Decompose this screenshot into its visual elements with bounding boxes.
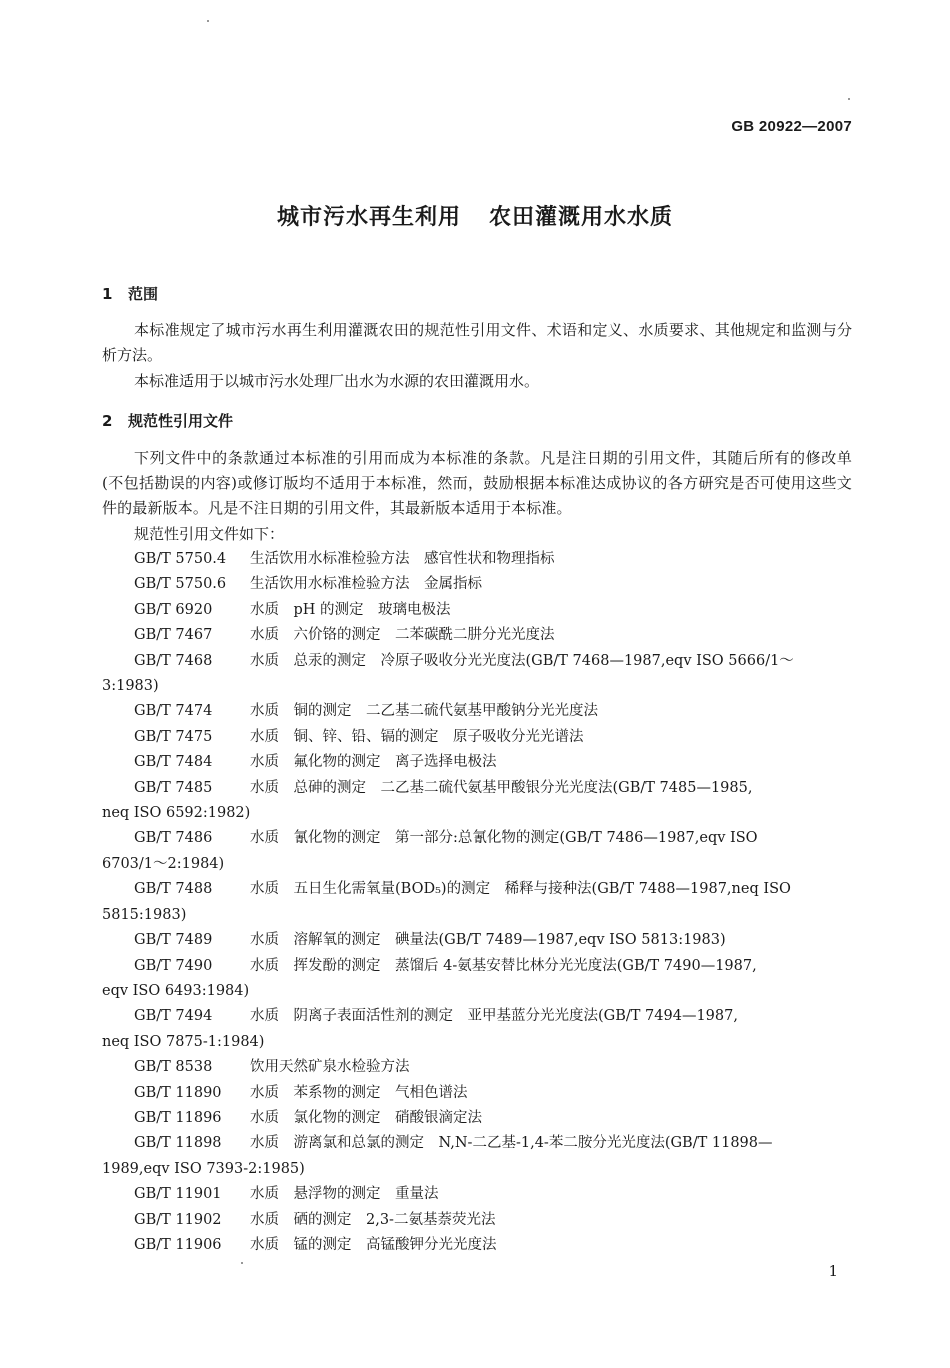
section-2-intro: 下列文件中的条款通过本标准的引用而成为本标准的条款。凡是注日期的引用文件，其随后所有的修改单(不包括勘误的内容)或修订版均不适用于本标准，然而，鼓励根据本标准达成协议的各方研究是否可使用这些文件的最新版本。凡是不注日期的引用文件，其最新版本适用于本标准。 [102, 449, 852, 517]
reference-list [102, 547, 852, 1258]
reference-code: GB/T 5750.6 [134, 576, 227, 593]
reference-line [102, 877, 852, 902]
reference-code: GB/T 7475 [134, 728, 213, 745]
reference-continuation: 5815:1983) [102, 906, 187, 923]
reference-list-intro: 规范性引用文件如下： [134, 525, 285, 543]
reference-title: 水质 溶解氧的测定 碘量法(GB/T 7489—1987,eqv ISO 5813:1983) [250, 932, 726, 949]
reference-title: 水质 铜、锌、铅、镉的测定 原子吸收分光光谱法 [250, 728, 584, 745]
reference-line [102, 954, 852, 979]
reference-code: GB/T 7494 [134, 1008, 213, 1025]
reference-continuation: neq ISO 7875-1:1984) [102, 1033, 265, 1050]
reference-item [102, 826, 852, 877]
section-1-paragraph-2: 本标准适用于以城市污水处理厂出水为水源的农田灌溉用水。 [134, 372, 540, 390]
scan-speck [848, 98, 850, 100]
reference-line [102, 725, 852, 750]
reference-item [102, 750, 852, 775]
reference-code: GB/T 7488 [134, 881, 213, 898]
reference-item [102, 1233, 852, 1258]
reference-line [102, 1004, 852, 1029]
reference-continuation: 1989,eqv ISO 7393-2:1985) [102, 1160, 305, 1177]
reference-line [102, 1233, 852, 1258]
reference-line [102, 1055, 852, 1080]
section-2-number: 2 [102, 412, 113, 430]
reference-title: 水质 锰的测定 高锰酸钾分光光度法 [250, 1236, 497, 1253]
reference-continuation: neq ISO 6592:1982) [102, 805, 251, 822]
reference-item [102, 623, 852, 648]
reference-item [102, 1182, 852, 1207]
reference-item [102, 547, 852, 572]
reference-line [102, 1208, 852, 1233]
reference-code: GB/T 11902 [134, 1211, 222, 1228]
reference-item [102, 598, 852, 623]
reference-title: 水质 氯化物的测定 硝酸银滴定法 [250, 1109, 482, 1126]
section-1-heading [102, 283, 158, 304]
reference-line [102, 1081, 852, 1106]
reference-title: 水质 硒的测定 2,3-二氨基萘荧光法 [250, 1211, 496, 1228]
reference-title: 生活饮用水标准检验方法 金属指标 [250, 576, 482, 593]
reference-code: GB/T 7467 [134, 627, 213, 644]
reference-title: 水质 总砷的测定 二乙基二硫代氨基甲酸银分光光度法(GB/T 7485—1985, [250, 779, 753, 796]
reference-code: GB/T 7490 [134, 957, 213, 974]
title-part-2: 农田灌溉用水水质 [489, 205, 674, 230]
reference-title: 水质 pH 的测定 玻璃电极法 [250, 601, 451, 618]
reference-title: 水质 阴离子表面活性剂的测定 亚甲基蓝分光光度法(GB/T 7494—1987, [250, 1008, 738, 1025]
reference-code: GB/T 11896 [134, 1109, 222, 1126]
reference-code: GB/T 7474 [134, 703, 213, 720]
reference-item [102, 1004, 852, 1055]
reference-code: GB/T 11906 [134, 1236, 222, 1253]
reference-line [102, 598, 852, 623]
reference-item [102, 725, 852, 750]
section-1-number: 1 [102, 285, 113, 303]
reference-title: 水质 六价铬的测定 二苯碳酰二肼分光光度法 [250, 627, 555, 644]
section-1-paragraph-1: 本标准规定了城市污水再生利用灌溉农田的规范性引用文件、术语和定义、水质要求、其他规定和监测与分析方法。 [102, 321, 852, 364]
reference-code: GB/T 5750.4 [134, 551, 227, 567]
reference-title: 水质 铜的测定 二乙基二硫代氨基甲酸钠分光光度法 [250, 703, 598, 720]
reference-code: GB/T 8538 [134, 1059, 213, 1076]
reference-code: GB/T 7489 [134, 932, 213, 949]
reference-code: GB/T 7468 [134, 652, 213, 669]
reference-line [102, 649, 852, 674]
reference-title: 饮用天然矿泉水检验方法 [250, 1059, 410, 1076]
reference-title: 水质 五日生化需氧量(BOD₅)的测定 稀释与接种法(GB/T 7488—1987,neq ISO [250, 881, 791, 898]
reference-line [102, 1182, 852, 1207]
reference-code: GB/T 7486 [134, 830, 213, 847]
reference-item [102, 776, 852, 827]
reference-item [102, 1131, 852, 1182]
reference-title: 水质 挥发酚的测定 蒸馏后 4-氨基安替比林分光光度法(GB/T 7490—1987, [250, 957, 757, 974]
reference-item [102, 649, 852, 700]
reference-code: GB/T 11901 [134, 1186, 222, 1203]
reference-line [102, 623, 852, 648]
reference-line [102, 572, 852, 597]
reference-line [102, 750, 852, 775]
reference-code: GB/T 7485 [134, 779, 213, 796]
section-1-title: 范围 [128, 285, 159, 303]
standard-code: GB 20922—2007 [731, 118, 852, 135]
reference-title: 水质 苯系物的测定 气相色谱法 [250, 1084, 468, 1101]
reference-title: 水质 氟化物的测定 离子选择电极法 [250, 754, 497, 771]
reference-item [102, 928, 852, 953]
page-number: 1 [828, 1262, 838, 1280]
reference-line [102, 699, 852, 724]
reference-code: GB/T 7484 [134, 754, 213, 771]
reference-line [102, 826, 852, 851]
reference-continuation: eqv ISO 6493:1984) [102, 982, 250, 999]
reference-title: 水质 悬浮物的测定 重量法 [250, 1186, 439, 1203]
reference-item [102, 1208, 852, 1233]
reference-line [102, 928, 852, 953]
reference-continuation: 6703/1～2:1984) [102, 855, 225, 872]
reference-line [102, 776, 852, 801]
page-title [0, 200, 950, 231]
scan-speck [207, 20, 209, 22]
section-2-title: 规范性引用文件 [128, 412, 234, 430]
reference-line [102, 547, 852, 572]
reference-title: 水质 氰化物的测定 第一部分:总氰化物的测定(GB/T 7486—1987,eqv ISO [250, 830, 758, 847]
reference-line [102, 1131, 852, 1156]
reference-code: GB/T 11898 [134, 1135, 222, 1152]
reference-code: GB/T 11890 [134, 1084, 222, 1101]
reference-title: 水质 游离氯和总氯的测定 N,N-二乙基-1,4-苯二胺分光光度法(GB/T 11898— [250, 1135, 773, 1152]
reference-item [102, 572, 852, 597]
reference-line [102, 1106, 852, 1131]
scan-speck [241, 1262, 243, 1264]
reference-item [102, 699, 852, 724]
reference-code: GB/T 6920 [134, 601, 213, 618]
reference-item [102, 1081, 852, 1106]
reference-item [102, 1055, 852, 1080]
reference-item [102, 877, 852, 928]
reference-item [102, 1106, 852, 1131]
reference-item [102, 954, 852, 1005]
reference-title: 水质 总汞的测定 冷原子吸收分光光度法(GB/T 7468—1987,eqv ISO 5666/1～ [250, 652, 794, 669]
reference-title: 生活饮用水标准检验方法 感官性状和物理指标 [250, 551, 555, 567]
reference-continuation: 3:1983) [102, 678, 159, 695]
title-part-1: 城市污水再生利用 [276, 205, 461, 230]
section-2-heading [102, 410, 233, 431]
